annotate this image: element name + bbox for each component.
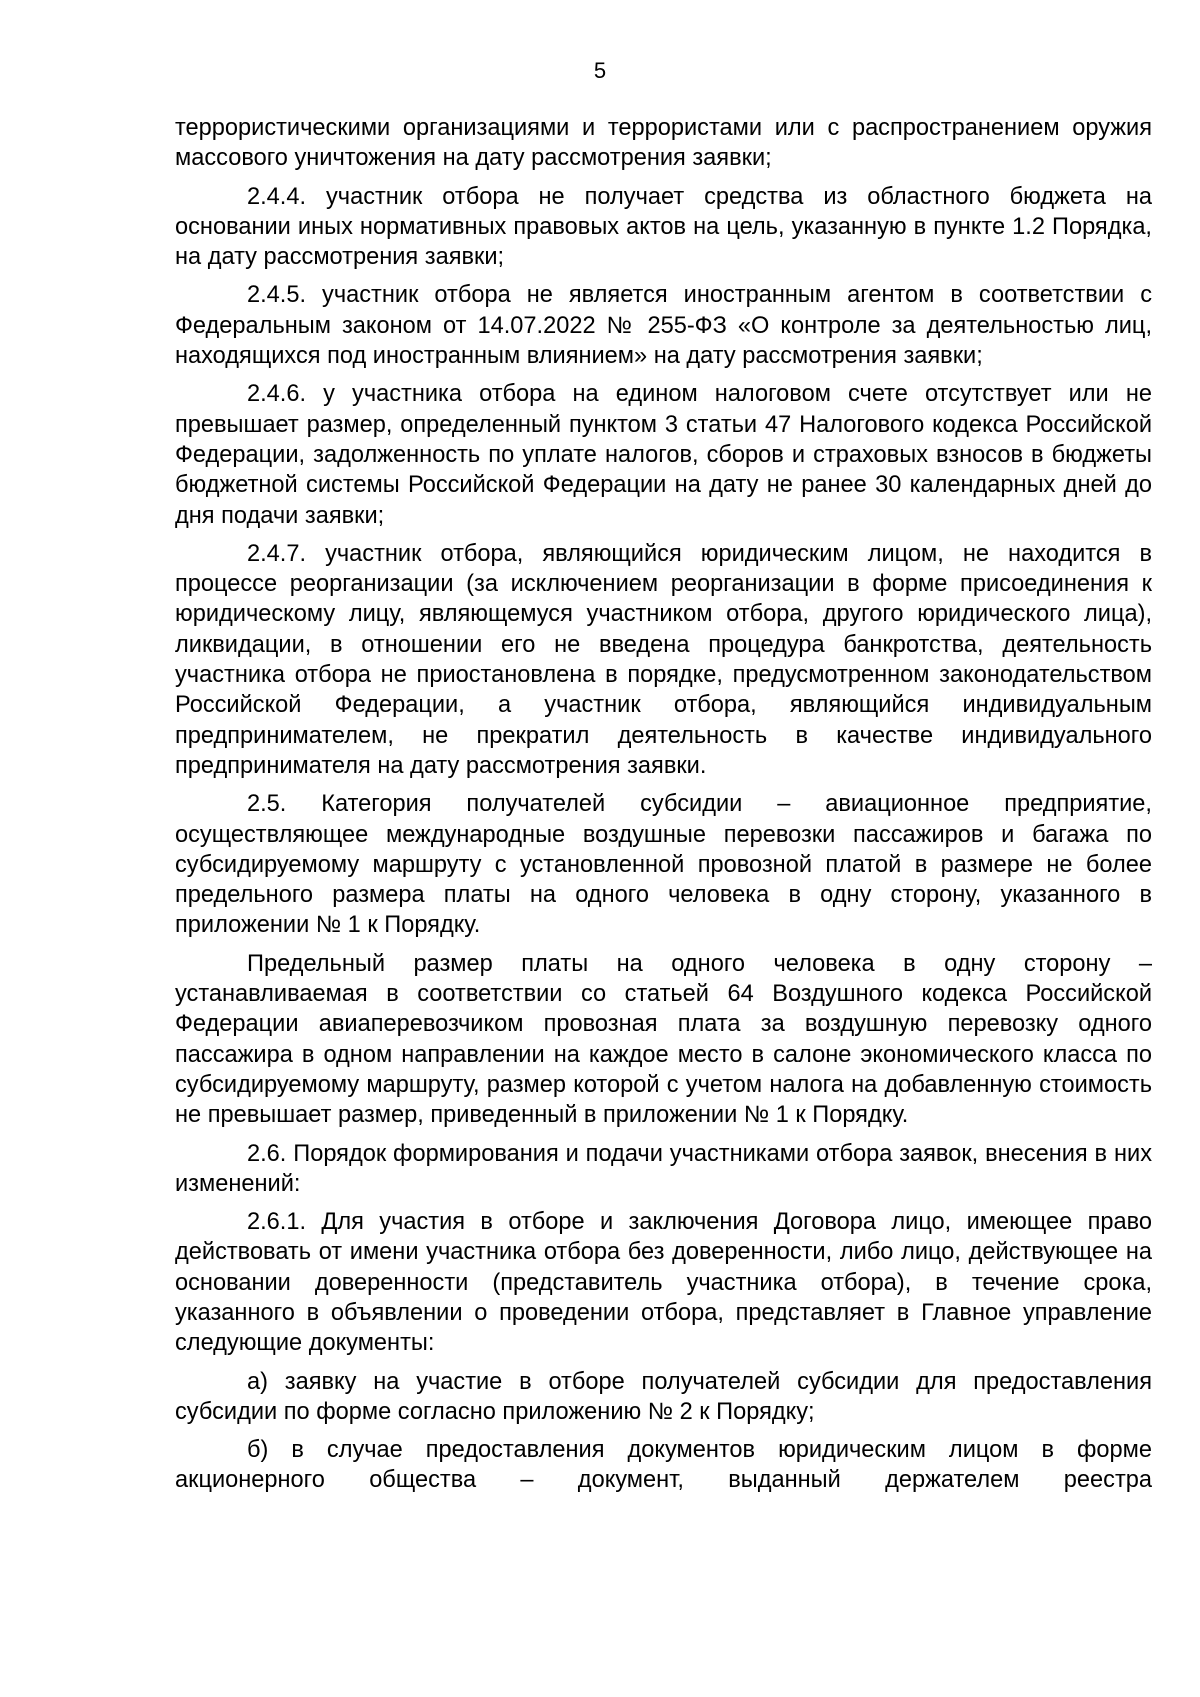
paragraph-continuation: террористическими организациями и террористами или с распространением оружия массового уничтожения на дату рассмотрения заявки; (175, 115, 1152, 172)
page-number: 5 (593, 58, 607, 83)
paragraph-item-b: б) в случае предоставления документов юридическим лицом в форме акционерного общества – документ, выданный держателем реестра (175, 1437, 1152, 1494)
paragraph-2-6-1: 2.6.1. Для участия в отборе и заключения Договора лицо, имеющее право действовать от имени участника отбора без доверенности, либо лицо, действующее на основании доверенности (представитель участника отбора), в течение срока, указанного в объявлении о проведении отбора, представляет в Главное управление следующие документы: (175, 1209, 1152, 1357)
paragraph-2-4-6: 2.4.6. у участника отбора на едином налоговом счете отсутствует или не превышает размер, определенный пунктом 3 статьи 47 Налогового кодекса Российской Федерации, задолженность по уплате налогов, сборов и страховых взносов в бюджеты бюджетной системы Российской Федерации на дату не ранее 30 календарных дней до дня подачи заявки; (175, 381, 1152, 529)
paragraph-2-5: 2.5. Категория получателей субсидии – авиационное предприятие, осуществляющее международные воздушные перевозки пассажиров и багажа по субсидируемому маршруту с установленной провозной платой в размере не более предельного размера платы на одного человека в одну сторону, указанного в приложении № 1 к Порядку. (175, 791, 1152, 939)
paragraph-2-4-4: 2.4.4. участник отбора не получает средства из областного бюджета на основании иных нормативных правовых актов на цель, указанную в пункте 1.2 Порядка, на дату рассмотрения заявки; (175, 183, 1152, 271)
paragraph-2-4-5: 2.4.5. участник отбора не является иностранным агентом в соответствии с Федеральным законом от 14.07.2022 № 255-ФЗ «О контроле за деятельностью лиц, находящихся под иностранным влиянием» на дату рассмотрения заявки; (175, 282, 1152, 370)
document-body (175, 113, 1152, 1504)
paragraph-item-a: а) заявку на участие в отборе получателей субсидии для предоставления субсидии по форме согласно приложению № 2 к Порядку; (175, 1368, 1152, 1425)
paragraph-2-6: 2.6. Порядок формирования и подачи участниками отбора заявок, внесения в них изменений: (175, 1140, 1152, 1197)
paragraph-2-4-7: 2.4.7. участник отбора, являющийся юридическим лицом, не находится в процессе реорганизации (за исключением реорганизации в форме присоединения к юридическому лицу, являющемуся участником отбора, другого юридического лица), ликвидации, в отношении его не введена процедура банкротства, деятельность участника отбора не приостановлена в порядке, предусмотренном законодательством Российской Федерации, а участник отбора, являющийся индивидуальным предпринимателем, не прекратил деятельность в качестве индивидуального предпринимателя на дату рассмотрения заявки. (175, 540, 1152, 779)
paragraph-max-fare-definition: Предельный размер платы на одного человека в одну сторону – устанавливаемая в соответствии со статьей 64 Воздушного кодекса Российской Федерации авиаперевозчиком провозная плата за воздушную перевозку одного пассажира в одном направлении на каждое место в салоне экономического класса по субсидируемому маршруту, размер которой с учетом налога на добавленную стоимость не превышает размер, приведенный в приложении № 1 к Порядку. (175, 950, 1152, 1129)
